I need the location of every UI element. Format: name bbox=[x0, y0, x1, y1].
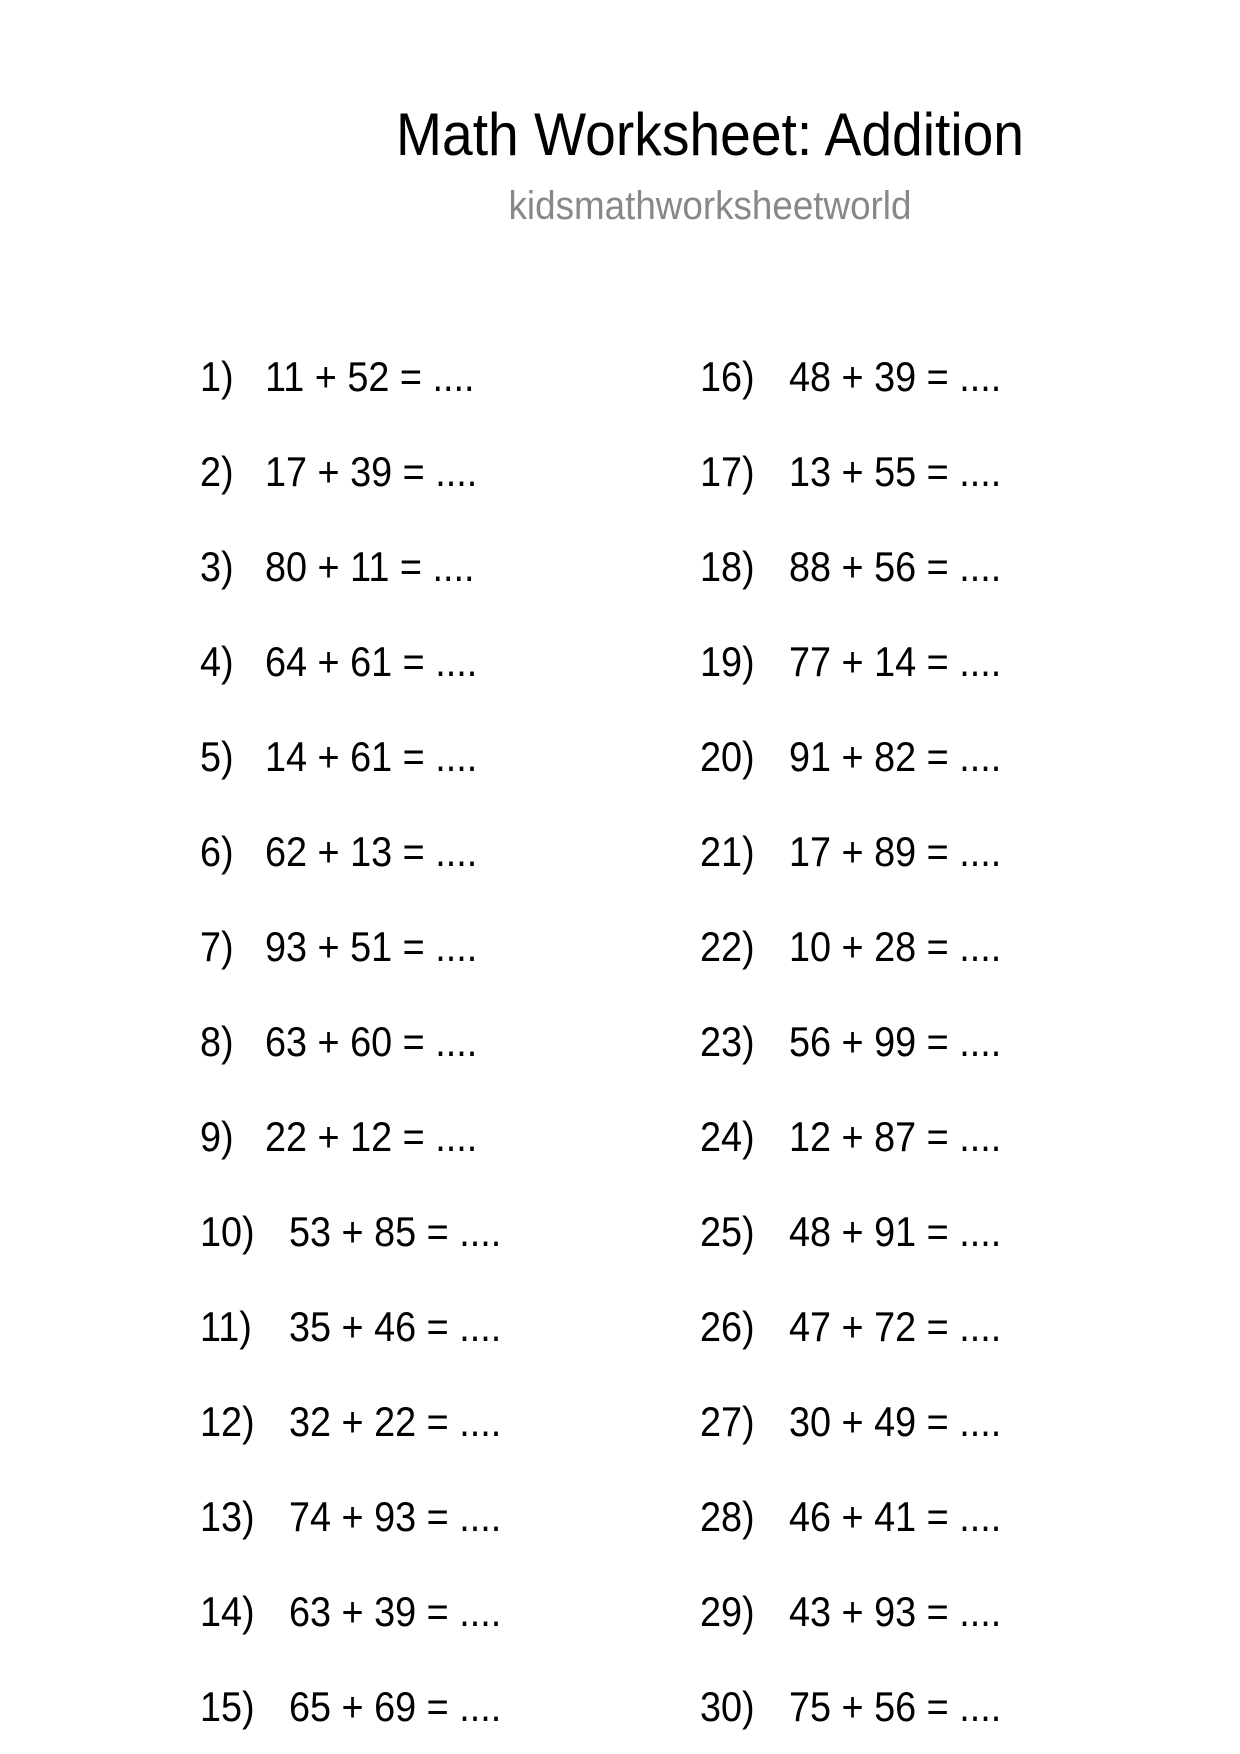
problem-expression: 22 + 12 = .... bbox=[265, 1113, 478, 1160]
problem-expression: 56 + 99 = .... bbox=[789, 1018, 1002, 1065]
problem-expression: 46 + 41 = .... bbox=[789, 1493, 1002, 1540]
problem-number: 20) bbox=[700, 733, 755, 780]
problem-number: 18) bbox=[700, 543, 755, 590]
page-subtitle: kidsmathworksheetworld bbox=[508, 184, 912, 228]
problem-expression: 30 + 49 = .... bbox=[789, 1398, 1002, 1445]
problem-expression: 77 + 14 = .... bbox=[789, 638, 1002, 685]
problem-number: 27) bbox=[700, 1398, 755, 1445]
problem-number: 9) bbox=[200, 1113, 234, 1160]
problem-number: 2) bbox=[200, 448, 234, 495]
problem-number: 6) bbox=[200, 828, 234, 875]
problem-number: 29) bbox=[700, 1588, 755, 1635]
problem-number: 24) bbox=[700, 1113, 755, 1160]
problem-expression: 88 + 56 = .... bbox=[789, 543, 1002, 590]
problem-number: 7) bbox=[200, 923, 234, 970]
page-title: Math Worksheet: Addition bbox=[396, 101, 1024, 168]
problem-number: 26) bbox=[700, 1303, 755, 1350]
problem-number: 12) bbox=[200, 1398, 255, 1445]
problem-expression: 35 + 46 = .... bbox=[289, 1303, 502, 1350]
problem-expression: 43 + 93 = .... bbox=[789, 1588, 1002, 1635]
problem-expression: 53 + 85 = .... bbox=[289, 1208, 502, 1255]
problem-expression: 14 + 61 = .... bbox=[265, 733, 478, 780]
problem-expression: 93 + 51 = .... bbox=[265, 923, 478, 970]
problem-number: 19) bbox=[700, 638, 755, 685]
problem-expression: 12 + 87 = .... bbox=[789, 1113, 1002, 1160]
problem-number: 13) bbox=[200, 1493, 255, 1540]
problem-expression: 80 + 11 = .... bbox=[265, 543, 475, 590]
problem-number: 8) bbox=[200, 1018, 234, 1065]
problem-number: 30) bbox=[700, 1683, 755, 1730]
problem-number: 17) bbox=[700, 448, 755, 495]
problem-expression: 65 + 69 = .... bbox=[289, 1683, 502, 1730]
problem-number: 25) bbox=[700, 1208, 755, 1255]
problem-expression: 64 + 61 = .... bbox=[265, 638, 478, 685]
problem-expression: 13 + 55 = .... bbox=[789, 448, 1002, 495]
problem-number: 14) bbox=[200, 1588, 255, 1635]
problem-number: 28) bbox=[700, 1493, 755, 1540]
problem-expression: 75 + 56 = .... bbox=[789, 1683, 1002, 1730]
problem-number: 11) bbox=[200, 1303, 252, 1350]
problem-expression: 74 + 93 = .... bbox=[289, 1493, 502, 1540]
problem-expression: 17 + 39 = .... bbox=[265, 448, 478, 495]
problem-expression: 47 + 72 = .... bbox=[789, 1303, 1002, 1350]
problem-number: 3) bbox=[200, 543, 234, 590]
problem-number: 23) bbox=[700, 1018, 755, 1065]
problem-expression: 17 + 89 = .... bbox=[789, 828, 1002, 875]
problem-number: 16) bbox=[700, 353, 755, 400]
problem-number: 4) bbox=[200, 638, 234, 685]
problem-expression: 11 + 52 = .... bbox=[265, 353, 475, 400]
problem-expression: 63 + 60 = .... bbox=[265, 1018, 478, 1065]
problem-expression: 91 + 82 = .... bbox=[789, 733, 1002, 780]
problem-number: 5) bbox=[200, 733, 234, 780]
problem-expression: 63 + 39 = .... bbox=[289, 1588, 502, 1635]
problem-expression: 48 + 91 = .... bbox=[789, 1208, 1002, 1255]
problem-number: 15) bbox=[200, 1683, 255, 1730]
problem-expression: 32 + 22 = .... bbox=[289, 1398, 502, 1445]
problem-expression: 48 + 39 = .... bbox=[789, 353, 1002, 400]
problem-number: 22) bbox=[700, 923, 755, 970]
problem-number: 1) bbox=[200, 353, 234, 400]
problem-number: 10) bbox=[200, 1208, 255, 1255]
problem-expression: 10 + 28 = .... bbox=[789, 923, 1002, 970]
problem-expression: 62 + 13 = .... bbox=[265, 828, 478, 875]
problem-number: 21) bbox=[700, 828, 755, 875]
